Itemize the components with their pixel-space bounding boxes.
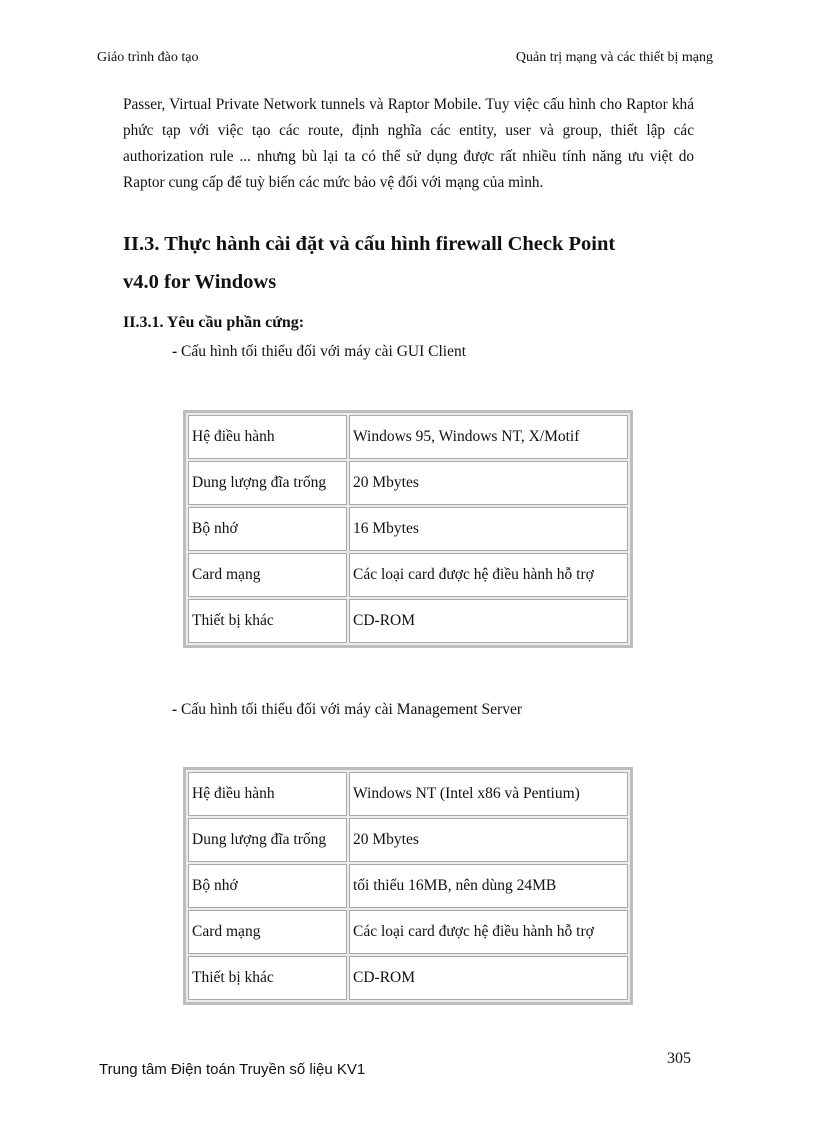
table-row <box>188 818 628 862</box>
table-row <box>188 910 628 954</box>
gui-client-caption <box>172 343 466 361</box>
spec-value: 20 Mbytes <box>349 461 628 505</box>
spec-label: Card mạng <box>188 910 347 954</box>
spec-label: Thiết bị khác <box>188 956 347 1000</box>
bullet-dash: - <box>172 343 182 360</box>
section-heading-line1: II.3. Thực hành cài đặt và cấu hình firewall Check Point <box>123 233 616 255</box>
running-header-right: Quản trị mạng và các thiết bị mạng <box>515 50 713 65</box>
table-row <box>188 507 628 551</box>
running-header-left: Giáo trình đào tạo <box>97 50 199 65</box>
table-row <box>188 956 628 1000</box>
intro-paragraph: Passer, Virtual Private Network tunnels và Raptor Mobile. Tuy việc cấu hình cho Raptor khá phức tạp với việc tạo các route, định nghĩa các entity, user và group, thiết lập các authorization rule ... nhưng bù lại ta có thể sử dụng được rất nhiều tính năng ưu việt do Raptor cung cấp để tuỳ biến các mức bảo vệ đối với mạng của mình. <box>123 96 694 191</box>
spec-value: Windows 95, Windows NT, X/Motif <box>349 415 628 459</box>
spec-value: 20 Mbytes <box>349 818 628 862</box>
running-footer: Trung tâm Điện toán Truyền số liệu KV1 <box>99 1061 366 1078</box>
bullet-dash: - <box>172 701 182 718</box>
spec-value: Các loại card được hệ điều hành hỗ trợ <box>349 553 628 597</box>
spec-value: CD-ROM <box>349 956 628 1000</box>
spec-label: Dung lượng đĩa trống <box>188 461 347 505</box>
spec-label: Card mạng <box>188 553 347 597</box>
table-row <box>188 553 628 597</box>
page-number: 305 <box>667 1050 691 1067</box>
table-row <box>188 415 628 459</box>
spec-label: Bộ nhớ <box>188 864 347 908</box>
table-row <box>188 864 628 908</box>
spec-value: tối thiểu 16MB, nên dùng 24MB <box>349 864 628 908</box>
section-heading-line2: v4.0 for Windows <box>123 271 277 293</box>
table-row <box>188 461 628 505</box>
management-server-caption-text: Cấu hình tối thiểu đối với máy cài Management Server <box>181 701 522 718</box>
spec-label: Dung lượng đĩa trống <box>188 818 347 862</box>
spec-value: 16 Mbytes <box>349 507 628 551</box>
gui-client-caption-text: Cấu hình tối thiểu đối với máy cài GUI Client <box>181 343 467 360</box>
spec-value: CD-ROM <box>349 599 628 643</box>
table-row <box>188 772 628 816</box>
gui-client-spec-table <box>183 410 633 648</box>
management-server-caption <box>172 701 522 719</box>
management-server-spec-table <box>183 767 633 1005</box>
spec-value: Windows NT (Intel x86 và Pentium) <box>349 772 628 816</box>
spec-label: Hệ điều hành <box>188 415 347 459</box>
spec-label: Thiết bị khác <box>188 599 347 643</box>
subsection-heading: II.3.1. Yêu cầu phần cứng: <box>123 314 305 331</box>
spec-label: Hệ điều hành <box>188 772 347 816</box>
table-row <box>188 599 628 643</box>
spec-value: Các loại card được hệ điều hành hỗ trợ <box>349 910 628 954</box>
spec-label: Bộ nhớ <box>188 507 347 551</box>
